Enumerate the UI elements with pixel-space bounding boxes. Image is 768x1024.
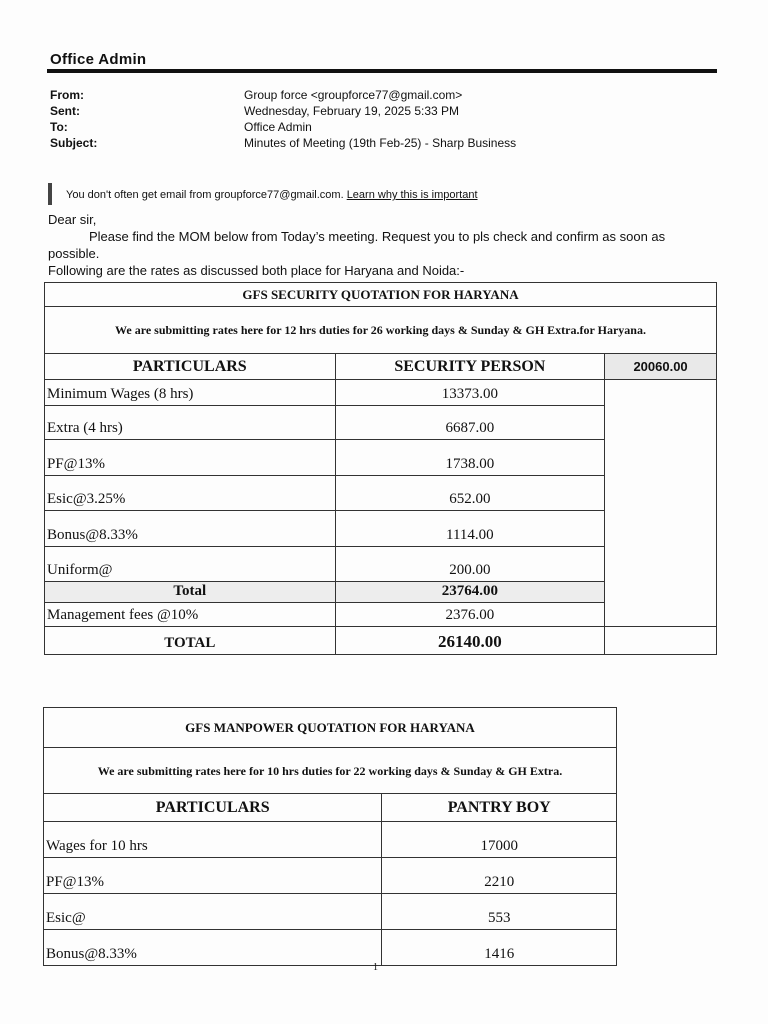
security-side-value: 20060.00 (605, 354, 717, 380)
security-quotation-table (44, 282, 717, 655)
table-row-label: Wages for 10 hrs (44, 822, 382, 858)
security-grand-total-value: 26140.00 (335, 627, 605, 655)
table-row-label: Minimum Wages (8 hrs) (45, 380, 336, 406)
table-row-value: 1114.00 (335, 511, 605, 547)
sent-label: Sent: (50, 104, 80, 118)
security-grand-side-blank (605, 627, 717, 655)
page-title: Office Admin (50, 51, 147, 68)
table-row-label: Esic@3.25% (45, 476, 336, 511)
table-row-label: PF@13% (44, 858, 382, 894)
table-row-value: 2210 (382, 858, 617, 894)
table-row-value: 1416 (382, 930, 617, 966)
greeting: Dear sir, (48, 212, 97, 227)
notice-text: You don't often get email from groupforce77@gmail.com. (66, 189, 347, 201)
table-row-label: Esic@ (44, 894, 382, 930)
notice-bar-icon (48, 183, 52, 205)
security-total-value: 23764.00 (335, 582, 605, 603)
security-total-label: Total (45, 582, 336, 603)
from-value: Group force <groupforce77@gmail.com> (244, 88, 463, 102)
to-label: To: (50, 120, 68, 134)
manpower-table-note: We are submitting rates here for 10 hrs duties for 22 working days & Sunday & GH Extra. (44, 748, 617, 794)
security-grand-total-label: TOTAL (45, 627, 336, 655)
from-label: From: (50, 88, 84, 102)
learn-why-link[interactable]: Learn why this is important (346, 189, 478, 201)
security-side-blank (605, 380, 717, 627)
manpower-col-particulars: PARTICULARS (44, 794, 382, 822)
manpower-table-title: GFS MANPOWER QUOTATION FOR HARYANA (44, 708, 617, 748)
security-table-title: GFS SECURITY QUOTATION FOR HARYANA (45, 283, 717, 307)
table-row-label: PF@13% (45, 440, 336, 476)
header-divider (47, 69, 717, 73)
table-row-value: 17000 (382, 822, 617, 858)
security-col-particulars: PARTICULARS (45, 354, 336, 380)
table-row-label: Uniform@ (45, 547, 336, 582)
sent-value: Wednesday, February 19, 2025 5:33 PM (244, 104, 460, 118)
subject-value: Minutes of Meeting (19th Feb-25) - Sharp Business (244, 136, 517, 150)
table-row-value: 553 (382, 894, 617, 930)
management-fees-value: 2376.00 (335, 603, 605, 627)
management-fees-label: Management fees @10% (45, 603, 336, 627)
security-col-person: SECURITY PERSON (335, 354, 605, 380)
table-row-value: 6687.00 (335, 406, 605, 440)
table-row-label: Extra (4 hrs) (45, 406, 336, 440)
table-row-value: 652.00 (335, 476, 605, 511)
security-table-note: We are submitting rates here for 12 hrs duties for 26 working days & Sunday & GH Extra.for Haryana. (45, 307, 717, 354)
table-row-label: Bonus@8.33% (44, 930, 382, 966)
body-line-1: Please find the MOM below from Today’s meeting. Request you to pls check and confirm as soon as possible. (48, 229, 666, 261)
external-sender-notice (66, 189, 478, 201)
table-row-value: 13373.00 (335, 380, 605, 406)
body-line-2: Following are the rates as discussed both place for Haryana and Noida:- (48, 263, 465, 278)
page-number: 1 (373, 962, 378, 973)
table-row-value: 1738.00 (335, 440, 605, 476)
to-value: Office Admin (244, 120, 312, 134)
table-row-value: 200.00 (335, 547, 605, 582)
manpower-quotation-table (43, 707, 617, 966)
manpower-col-pantry-boy: PANTRY BOY (382, 794, 617, 822)
email-body (48, 211, 708, 279)
subject-label: Subject: (50, 136, 98, 150)
table-row-label: Bonus@8.33% (45, 511, 336, 547)
